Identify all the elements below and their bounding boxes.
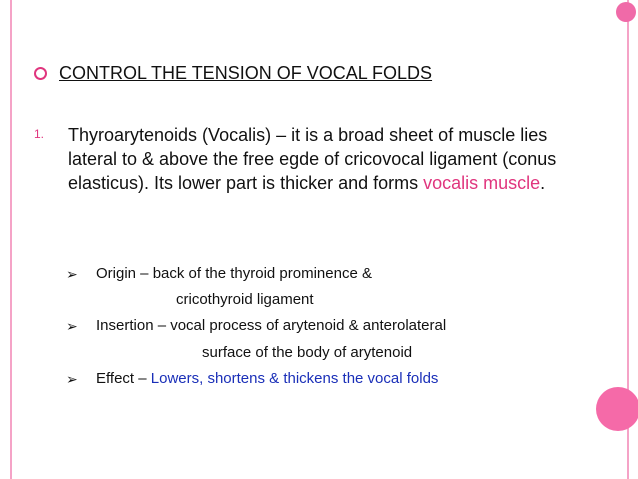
vocalis-muscle-highlight: vocalis muscle <box>423 173 541 193</box>
origin-line-2: cricothyroid ligament <box>176 291 314 308</box>
arrow-bullet-icon: ➢ <box>66 266 78 282</box>
paragraph-end: . <box>540 173 546 193</box>
item-number: 1. <box>34 127 45 141</box>
insertion-line-2: surface of the body of arytenoid <box>202 344 413 361</box>
heading-bullet-icon <box>34 67 47 80</box>
left-decorative-rule <box>10 0 12 479</box>
paragraph-thyroarytenoids <box>68 123 588 195</box>
top-decorative-dot <box>616 2 636 22</box>
insertion-line-1: Insertion – vocal process of arytenoid & anterolateral <box>96 317 447 334</box>
paragraph-text: Thyroarytenoids (Vocalis) – it is a broad sheet of muscle lies lateral to & above the free egde of cricovocal ligament (conus elasticus). Its lower part is thicker and forms <box>68 125 557 193</box>
effect-highlight: Lowers, shortens & thickens the vocal folds <box>150 370 439 387</box>
arrow-bullet-icon: ➢ <box>66 371 78 387</box>
arrow-bullet-icon: ➢ <box>66 318 78 334</box>
effect-label: Effect – <box>96 370 151 387</box>
decorative-circle <box>596 387 638 431</box>
effect-line <box>96 370 438 387</box>
origin-line-1: Origin – back of the thyroid prominence & <box>96 265 372 282</box>
slide-heading: CONTROL THE TENSION OF VOCAL FOLDS <box>59 63 433 83</box>
